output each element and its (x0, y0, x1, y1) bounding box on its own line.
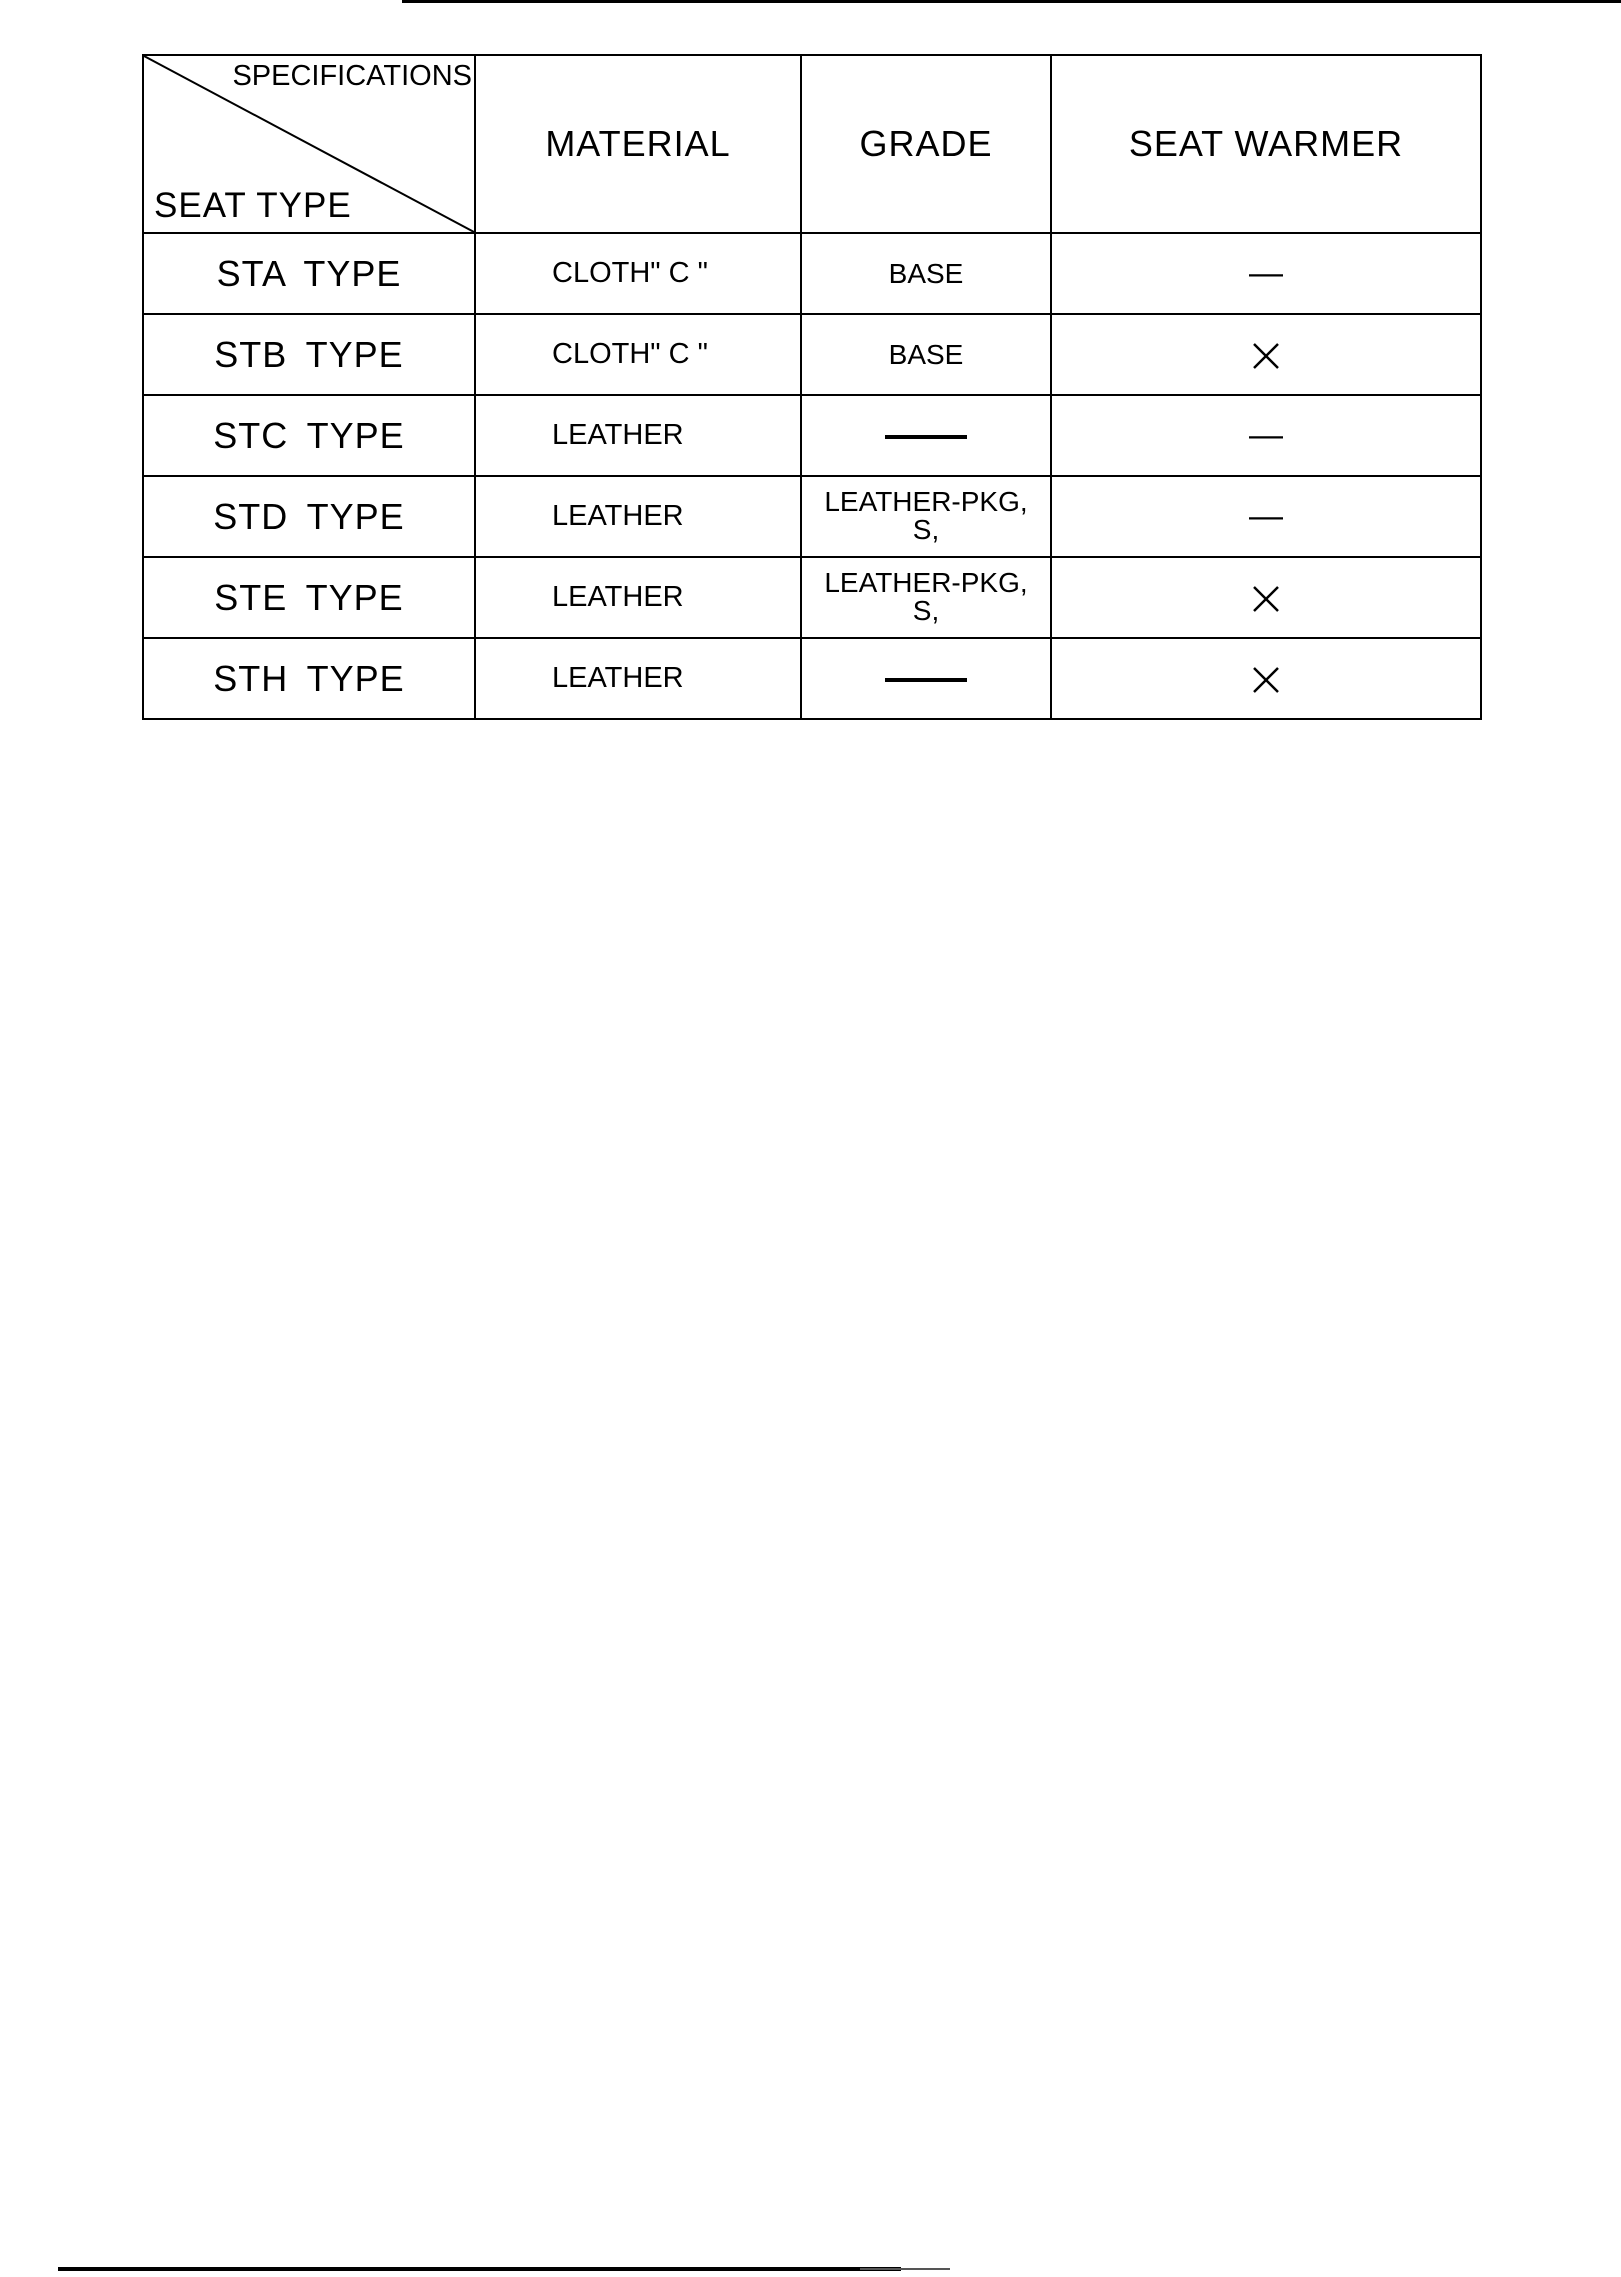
seat-type-cell (143, 476, 475, 557)
seat-type-label: SEAT TYPE (154, 186, 352, 225)
grade-header (801, 55, 1051, 233)
grade-cell (801, 233, 1051, 314)
seat-type-cell (143, 233, 475, 314)
seat-warmer-cell (1051, 476, 1481, 557)
seat-type-value: STA TYPE (216, 252, 402, 294)
seat-warmer-value: — (1249, 254, 1283, 292)
material-cell (475, 638, 801, 719)
grade-cell (801, 476, 1051, 557)
grade-value: LEATHER-PKG, S, (824, 566, 1028, 626)
grade-cell (801, 557, 1051, 638)
seat-type-cell (143, 395, 475, 476)
specifications-label: SPECIFICATIONS (232, 60, 472, 92)
seat-warmer-header-label: SEAT WARMER (1128, 123, 1404, 164)
material-cell (475, 233, 801, 314)
material-value: LEATHER (552, 419, 684, 451)
seat-spec-table (142, 54, 1482, 720)
material-cell (475, 476, 801, 557)
grade-cell (801, 395, 1051, 476)
material-cell (475, 395, 801, 476)
material-header (475, 55, 801, 233)
material-cell (475, 314, 801, 395)
table-row (143, 476, 1481, 557)
material-value: CLOTH" C " (552, 338, 708, 370)
grade-header-label: GRADE (859, 123, 993, 164)
seat-warmer-cell (1051, 638, 1481, 719)
seat-type-value: STD TYPE (213, 495, 405, 537)
seat-type-value: STE TYPE (214, 576, 404, 618)
x-icon (1251, 584, 1281, 614)
long-dash-icon (885, 435, 967, 439)
bottom-rule (58, 2267, 901, 2271)
material-value: LEATHER (552, 500, 684, 532)
seat-type-cell (143, 557, 475, 638)
grade-value: LEATHER-PKG, S, (824, 485, 1028, 545)
seat-type-cell (143, 314, 475, 395)
bottom-rule-tail (860, 2268, 950, 2270)
material-cell (475, 557, 801, 638)
seat-warmer-cell (1051, 395, 1481, 476)
seat-warmer-cell (1051, 314, 1481, 395)
table-row (143, 314, 1481, 395)
table-row (143, 395, 1481, 476)
table-row (143, 557, 1481, 638)
grade-cell (801, 314, 1051, 395)
seat-type-cell (143, 638, 475, 719)
seat-warmer-value: — (1249, 416, 1283, 454)
table-row (143, 638, 1481, 719)
header-row (143, 55, 1481, 233)
material-value: CLOTH" C " (552, 257, 708, 289)
long-dash-icon (885, 678, 967, 682)
table-body (143, 233, 1481, 719)
grade-cell (801, 638, 1051, 719)
seat-warmer-cell (1051, 233, 1481, 314)
seat-type-value: STB TYPE (214, 333, 404, 375)
corner-header-cell (143, 55, 475, 233)
seat-warmer-header (1051, 55, 1481, 233)
material-value: LEATHER (552, 581, 684, 613)
seat-type-value: STC TYPE (213, 414, 405, 456)
top-rule (402, 0, 1621, 3)
material-value: LEATHER (552, 662, 684, 694)
material-header-label: MATERIAL (545, 123, 731, 164)
grade-value: BASE (888, 257, 964, 289)
table-row (143, 233, 1481, 314)
grade-value: BASE (888, 338, 964, 370)
seat-type-value: STH TYPE (213, 657, 405, 699)
seat-warmer-cell (1051, 557, 1481, 638)
x-icon (1251, 665, 1281, 695)
seat-warmer-value: — (1249, 497, 1283, 535)
x-icon (1251, 341, 1281, 371)
